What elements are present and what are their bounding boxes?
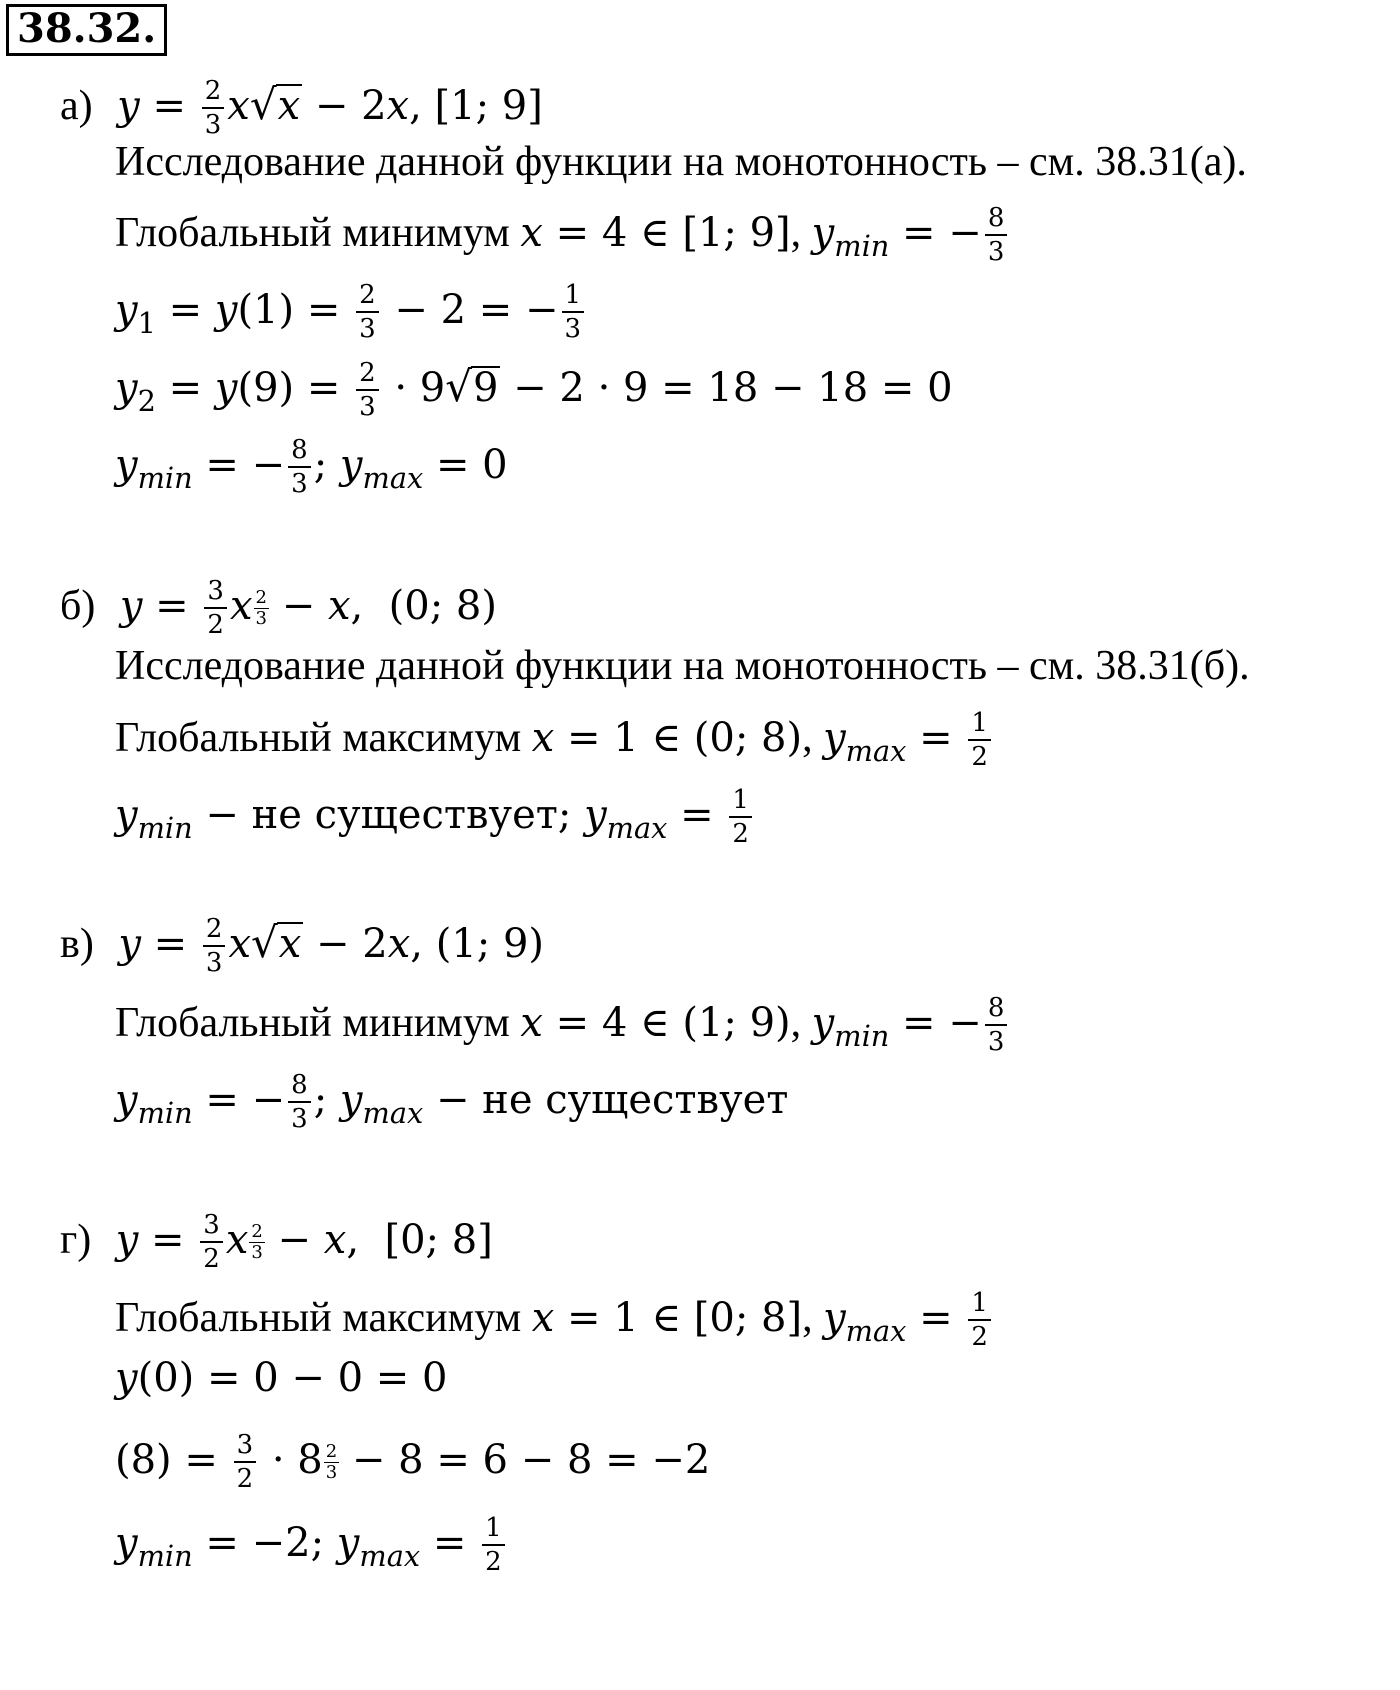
part-a-y1: $y_1 = y(1)$ = $\frac{2}{3}$ − 2 = − $\frac{1}{3}$ <box>115 282 587 344</box>
part-a-header: а) y = $\frac{2}{3}$ x √ x − 2x, [1; 9] <box>60 76 543 141</box>
part-g-global-max: Глобальный максимум x = 1 ∈ [0; 8], $y_{max}$ = $\frac{1}{2}$ <box>115 1290 994 1352</box>
part-a-answer: $y_{min}$ = − $\frac{8}{3}$ ; $y_{max} = 0$ <box>115 435 508 500</box>
part-v-global-min: Глобальный минимум x = 4 ∈ (1; 9), $y_{min}$ = − $\frac{8}{3}$ <box>115 995 1010 1057</box>
part-a-monotonicity-note: Исследование данной функции на монотонность – см. 38.31(а). <box>115 139 1247 185</box>
part-a-y2: $y_2 = y(9)$ = $\frac{2}{3}$ · 9 √ 9 − 2 · 9 = 18 − 18 = 0 <box>115 358 953 423</box>
part-g-answer: $y_{min} = -2$; $y_{max}$ = $\frac{1}{2}$ <box>115 1515 508 1577</box>
part-v-label: в) <box>60 920 94 967</box>
part-a-global-min: Глобальный минимум x = 4 ∈ [1; 9], $y_{min}$ = − $\frac{8}{3}$ <box>115 205 1010 267</box>
part-g-label: г) <box>60 1216 92 1263</box>
part-g-header: г) y = $\frac{3}{2}$ x $\frac{2}{3}$ − x, [0; 8] <box>60 1210 493 1275</box>
part-v-answer: $y_{min}$ = − $\frac{8}{3}$ ; $y_{max}$ − не существует <box>115 1070 789 1135</box>
part-g-y0: y(0) = 0 − 0 = 0 <box>115 1355 448 1401</box>
part-a-label: а) <box>60 82 93 129</box>
problem-number: 38.32. <box>6 4 167 56</box>
part-b-answer: $y_{min}$ − не существует; $y_{max}$ = $\frac{1}{2}$ <box>115 787 755 849</box>
part-v-header: в) y = $\frac{2}{3}$ x √ x − 2x, (1; 9) <box>60 914 545 979</box>
part-b-label: б) <box>60 582 96 629</box>
part-b-monotonicity-note: Исследование данной функции на монотонность – см. 38.31(б). <box>115 643 1250 689</box>
part-b-global-max: Глобальный максимум x = 1 ∈ (0; 8), $y_{max}$ = $\frac{1}{2}$ <box>115 710 994 772</box>
part-g-y8: (8) = $\frac{3}{2}$ · 8 $\frac{2}{3}$ − 8 = 6 − 8 = −2 <box>115 1430 711 1495</box>
part-b-header: б) y = $\frac{3}{2}$ x $\frac{2}{3}$ − x, (0; 8) <box>60 576 497 641</box>
